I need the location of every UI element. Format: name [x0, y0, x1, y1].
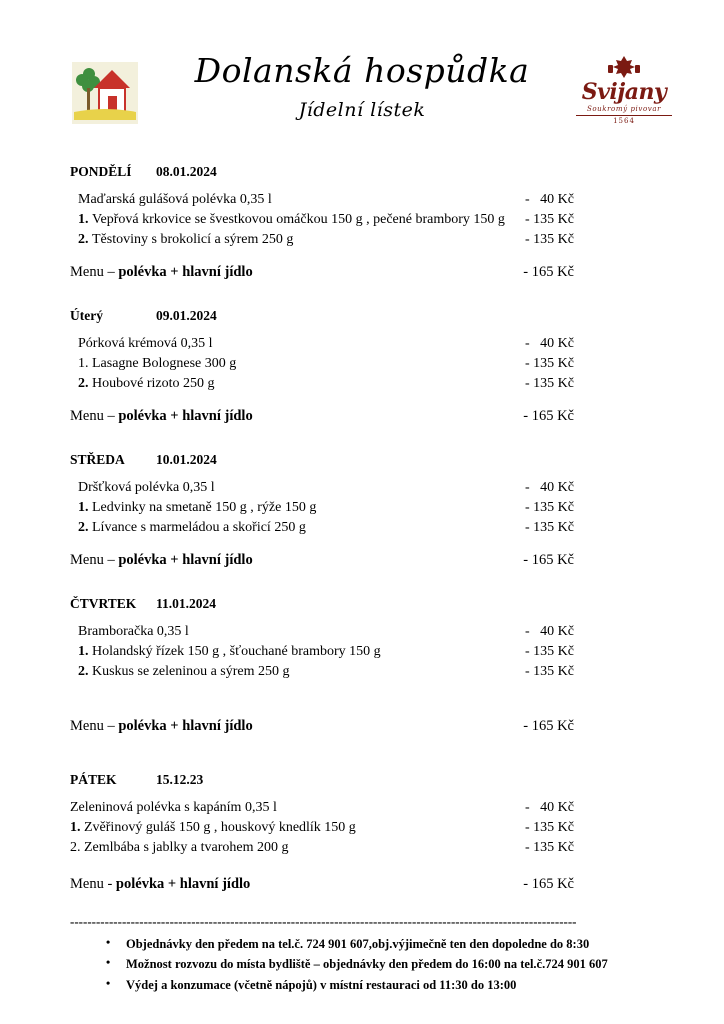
- day-date: 08.01.2024: [156, 164, 217, 179]
- day-name: PÁTEK: [70, 772, 117, 787]
- footer-notes: [70, 934, 664, 995]
- spacer: [70, 682, 664, 704]
- menu-item-row: [70, 498, 664, 518]
- day-name: Úterý: [70, 308, 103, 323]
- day-menu-summary: [70, 408, 664, 430]
- menu-item-row: [70, 210, 664, 230]
- menu-summary-price: - 165 Kč: [523, 876, 574, 892]
- menu-item-text: Pórková krémová 0,35 l: [78, 336, 213, 351]
- day-block-monday: [70, 164, 664, 286]
- menu-item-row: [70, 374, 664, 394]
- brewery-crest-icon: [568, 56, 680, 80]
- menu-item-number: 2.: [70, 840, 81, 855]
- menu-item-row: [70, 190, 664, 210]
- menu-item-row: [70, 642, 664, 662]
- menu-item-price: - 135 Kč: [525, 520, 574, 535]
- menu-summary-prefix: Menu –: [70, 718, 119, 734]
- menu-item-price: - 135 Kč: [525, 376, 574, 391]
- menu-item-price: - 135 Kč: [525, 212, 574, 227]
- bullet-icon: •: [106, 975, 111, 990]
- menu-item-text: Maďarská gulášová polévka 0,35 l: [78, 192, 272, 207]
- menu-item-text: Kuskus se zeleninou a sýrem 250 g: [92, 664, 290, 679]
- day-block-tuesday: [70, 308, 664, 430]
- day-heading: [70, 596, 664, 612]
- menu-summary-label: polévka + hlavní jídlo: [115, 876, 251, 892]
- menu-subtitle: Jídelní lístek: [298, 98, 426, 121]
- menu-summary-prefix: Menu –: [70, 552, 119, 568]
- footer-note: [104, 975, 664, 995]
- day-name: PONDĚLÍ: [70, 164, 132, 179]
- brewery-year: 1564: [613, 117, 635, 125]
- menu-item-price: - 135 Kč: [525, 500, 574, 515]
- menu-summary-prefix: Menu -: [70, 876, 116, 892]
- menu-item-row: [70, 818, 664, 838]
- day-date: 10.01.2024: [156, 452, 217, 467]
- day-heading: [70, 308, 664, 324]
- menu-item-text: Holandský řízek 150 g , šťouchané brambory 150 g: [92, 644, 381, 659]
- menu-item-number: 1.: [78, 644, 89, 659]
- menu-summary-label: polévka + hlavní jídlo: [118, 264, 253, 280]
- svijany-brewery-logo: [568, 56, 680, 128]
- menu-item-price: - 40 Kč: [525, 800, 574, 815]
- menu-item-text: Těstoviny s brokolicí a sýrem 250 g: [92, 232, 294, 247]
- menu-summary-label: polévka + hlavní jídlo: [118, 552, 253, 568]
- menu-item-row: [70, 334, 664, 354]
- menu-summary-price: - 165 Kč: [523, 408, 574, 424]
- footer-divider: ---------------------------------------------------------------------------------------------------------------------: [70, 914, 577, 929]
- day-heading: [70, 452, 664, 468]
- menu-item-row: [70, 354, 664, 374]
- menu-summary-label: polévka + hlavní jídlo: [118, 718, 253, 734]
- menu-item-text: Dršťková polévka 0,35 l: [78, 480, 215, 495]
- menu-item-price: - 135 Kč: [525, 840, 574, 855]
- menu-summary-price: - 165 Kč: [523, 552, 574, 568]
- day-block-wednesday: [70, 452, 664, 574]
- menu-item-number: 1.: [70, 820, 81, 835]
- menu-item-text: Bramboračka 0,35 l: [78, 624, 189, 639]
- day-heading: [70, 164, 664, 180]
- day-date: 15.12.23: [156, 772, 204, 787]
- bullet-icon: •: [106, 955, 111, 970]
- brewery-subtitle: Soukromý pivovar: [586, 105, 662, 113]
- day-date: 09.01.2024: [156, 308, 217, 323]
- day-name: STŘEDA: [70, 452, 125, 467]
- footer-note-text: Možnost rozvozu do místa bydliště – objednávky den předem do 16:00 na tel.č.724 901 607: [126, 957, 608, 972]
- menu-item-number: 1.: [78, 212, 89, 227]
- menu-item-row: [70, 230, 664, 250]
- day-name: ČTVRTEK: [70, 596, 137, 611]
- document-header: [40, 46, 684, 142]
- menu-item-price: - 40 Kč: [525, 336, 574, 351]
- menu-summary-prefix: Menu –: [70, 408, 119, 424]
- day-menu-summary: [70, 718, 664, 740]
- menu-item-text: Zvěřinový guláš 150 g , houskový knedlík 150 g: [84, 820, 356, 835]
- menu-item-row: [70, 838, 664, 858]
- menu-item-price: - 135 Kč: [525, 644, 574, 659]
- menu-item-text: Zemlbába s jablky a tvarohem 200 g: [84, 840, 289, 855]
- menu-item-text: Lívance s marmeládou a skořicí 250 g: [92, 520, 306, 535]
- menu-item-row: [70, 518, 664, 538]
- brewery-name: Svijany: [581, 79, 667, 105]
- menu-item-text: Zeleninová polévka s kapáním 0,35 l: [70, 800, 277, 815]
- day-block-friday: [70, 772, 664, 898]
- menu-item-text: Ledvinky na smetaně 150 g , rýže 150 g: [92, 500, 317, 515]
- day-menu-summary: [70, 264, 664, 286]
- menu-item-price: - 40 Kč: [525, 480, 574, 495]
- menu-item-number: 2.: [78, 376, 89, 391]
- menu-item-price: - 40 Kč: [525, 624, 574, 639]
- menu-item-row: [70, 662, 664, 682]
- menu-item-number: 1.: [78, 500, 89, 515]
- day-menu-summary: [70, 552, 664, 574]
- menu-content: [40, 164, 684, 995]
- footer-note-text: Objednávky den předem na tel.č. 724 901 607,obj.výjimečně ten den dopoledne do 8:30: [126, 937, 590, 951]
- menu-item-text: Lasagne Bolognese 300 g: [92, 356, 237, 371]
- menu-item-number: 2.: [78, 664, 89, 679]
- restaurant-title: Dolanská hospůdka: [194, 51, 530, 90]
- menu-item-price: - 135 Kč: [525, 232, 574, 247]
- day-menu-summary: [70, 876, 664, 898]
- footer-note: [104, 934, 664, 954]
- day-block-thursday: [70, 596, 664, 740]
- day-date: 11.01.2024: [156, 596, 217, 611]
- menu-item-number: 2.: [78, 520, 89, 535]
- day-heading: [70, 772, 664, 788]
- brewery-divider: [576, 115, 672, 116]
- menu-item-price: - 40 Kč: [525, 192, 574, 207]
- menu-item-row: [70, 798, 664, 818]
- menu-item-number: 2.: [78, 232, 89, 247]
- menu-summary-price: - 165 Kč: [523, 718, 574, 734]
- menu-item-row: [70, 622, 664, 642]
- menu-summary-prefix: Menu –: [70, 264, 119, 280]
- footer-note-text: Výdej a konzumace (včetně nápojů) v místní restauraci od 11:30 do 13:00: [126, 977, 517, 992]
- menu-item-number: 1.: [78, 356, 89, 371]
- footer-note: [104, 954, 664, 974]
- menu-item-row: [70, 478, 664, 498]
- menu-item-text: Houbové rizoto 250 g: [92, 376, 215, 391]
- bullet-icon: •: [106, 935, 111, 949]
- menu-item-text: Vepřová krkovice se švestkovou omáčkou 150 g , pečené brambory 150 g: [92, 212, 505, 227]
- menu-summary-price: - 165 Kč: [523, 264, 574, 280]
- menu-summary-label: polévka + hlavní jídlo: [118, 408, 253, 424]
- menu-item-price: - 135 Kč: [525, 664, 574, 679]
- menu-item-price: - 135 Kč: [525, 356, 574, 371]
- menu-item-price: - 135 Kč: [525, 820, 574, 835]
